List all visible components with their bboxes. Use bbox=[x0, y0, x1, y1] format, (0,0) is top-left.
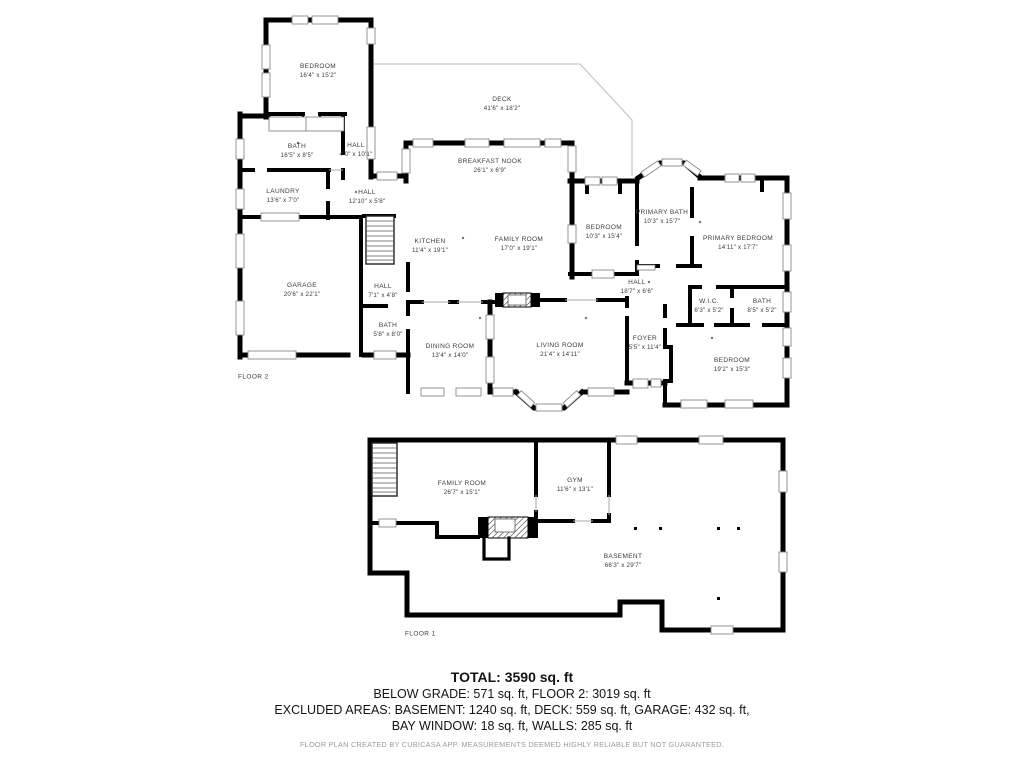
room-label-primary-bedroom: PRIMARY BEDROOM 14'11" x 17'7" bbox=[702, 235, 774, 251]
deck-outline bbox=[374, 64, 632, 176]
floor2-label: FLOOR 2 bbox=[238, 373, 269, 381]
disclaimer-text: FLOOR PLAN CREATED BY CUBICASA APP. MEASUREMENTS DEEMED HIGHLY RELIABLE BUT NOT GUARANTEED. bbox=[299, 740, 725, 749]
bay-window-walls-text: BAY WINDOW: 18 sq. ft, WALLS: 285 sq. ft bbox=[391, 719, 633, 733]
room-label-bath-garage: BATH 5'8" x 8'0" bbox=[373, 322, 403, 338]
room-label-laundry: LAUNDRY 13'6" x 7'0" bbox=[266, 188, 300, 204]
room-label-hall-center: HALL 12'10" x 5'8" bbox=[348, 189, 386, 205]
area-summary bbox=[0, 669, 1024, 750]
room-label-living-room: LIVING ROOM 21'4" x 14'11" bbox=[536, 342, 584, 358]
room-label-basement-family-room: FAMILY ROOM 26'7" x 15'1" bbox=[437, 480, 487, 496]
floor1-openings bbox=[536, 495, 609, 521]
room-label-bedroom-top: BEDROOM 16'4" x 15'2" bbox=[299, 63, 337, 79]
floor1-fireplace bbox=[478, 517, 538, 538]
floor2-exterior-walls bbox=[240, 20, 787, 408]
room-label-basement: BASEMENT 66'3" x 29'7" bbox=[603, 553, 643, 569]
floor2-windows bbox=[236, 16, 791, 411]
room-label-foyer: FOYER 5'5" x 11'4" bbox=[628, 335, 662, 351]
below-grade-text: BELOW GRADE: 571 sq. ft, FLOOR 2: 3019 sq. ft bbox=[373, 687, 651, 701]
room-label-kitchen: KITCHEN 11'4" x 19'1" bbox=[411, 238, 449, 254]
floor2-fireplace bbox=[495, 293, 540, 307]
room-label-hall-kitchen: HALL 7'1" x 4'8" bbox=[368, 283, 398, 299]
floor1-columns bbox=[634, 527, 740, 600]
room-label-dining-room: DINING ROOM 13'4" x 14'0" bbox=[425, 343, 475, 359]
floor1-stairs bbox=[372, 443, 397, 496]
floor2-stairs bbox=[366, 216, 394, 264]
room-label-garage: GARAGE 20'6" x 22'1" bbox=[283, 282, 321, 298]
floor2-interior-walls bbox=[240, 114, 787, 405]
room-label-family-room: FAMILY ROOM 17'0" x 19'1" bbox=[494, 236, 544, 252]
room-label-bath-top: BATH 16'5" x 8'5" bbox=[280, 143, 314, 159]
room-label-bedroom-rear: BEDROOM 19'2" x 15'3" bbox=[713, 357, 751, 373]
floor1-interior-walls bbox=[370, 440, 609, 559]
bath-vanity bbox=[269, 117, 655, 270]
floor1-chimney bbox=[484, 538, 509, 559]
room-label-bath-wing: BATH 8'5" x 5'2" bbox=[747, 298, 777, 314]
room-label-wic: W.I.C. 6'3" x 5'2" bbox=[694, 298, 724, 314]
room-label-breakfast-nook: BREAKFAST NOOK 26'1" x 6'9" bbox=[457, 158, 523, 174]
room-label-primary-bath: PRIMARY BATH 10'3" x 15'7" bbox=[635, 209, 689, 225]
room-label-bedroom-middle: BEDROOM 10'3" x 15'4" bbox=[585, 224, 623, 240]
total-area-text: TOTAL: 3590 sq. ft bbox=[450, 669, 574, 685]
room-label-deck: DECK 41'6" x 18'2" bbox=[483, 96, 521, 112]
floor1-exterior-walls bbox=[370, 440, 783, 630]
room-label-gym: GYM 11'6" x 13'1" bbox=[556, 477, 594, 493]
room-label-hall-upper: HALL 4'0" x 10'1" bbox=[339, 142, 373, 158]
floor1-label: FLOOR 1 bbox=[405, 630, 436, 638]
excluded-areas-text: EXCLUDED AREAS: BASEMENT: 1240 sq. ft, DECK: 559 sq. ft, GARAGE: 432 sq. ft, bbox=[274, 703, 750, 717]
room-label-hall-bedroom-wing: HALL 18'7" x 6'6" bbox=[620, 279, 654, 295]
